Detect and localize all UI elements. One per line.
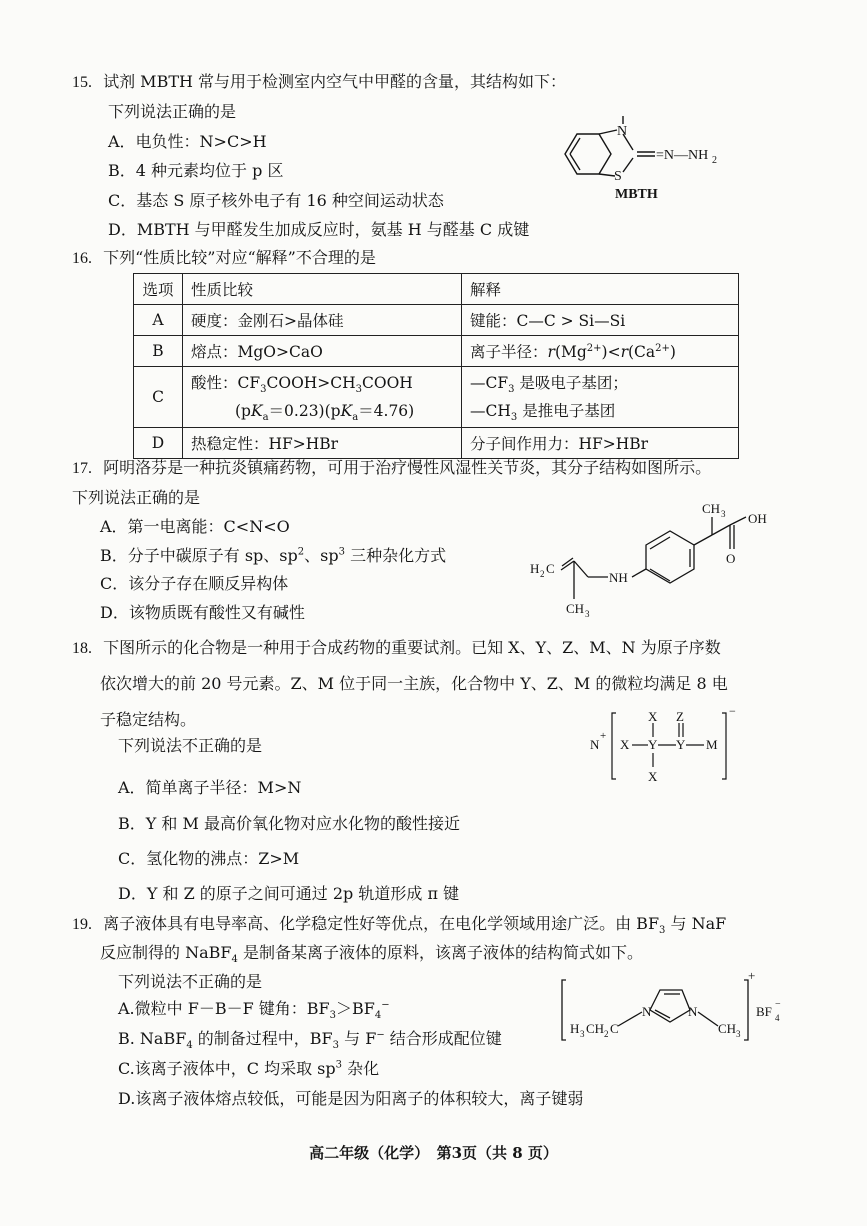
anion-bf-charge: − — [775, 999, 781, 1010]
mbth-sub-2: 2 — [712, 155, 717, 166]
o-label: O — [726, 551, 736, 566]
q18-z-label: Z — [676, 709, 684, 724]
q16-table — [133, 273, 739, 459]
mbth-caption: MBTH — [615, 187, 658, 202]
ionic-liquid-structure — [558, 968, 798, 1052]
ethyl-ch-sub: 2 — [604, 1029, 609, 1039]
q15-stem: 15. 试剂 MBTH 常与用于检测室内空气中甲醛的含量，其结构如下： — [72, 72, 567, 91]
q15-option-b: B．4 种元素均位于 p 区 — [108, 161, 284, 180]
q18-anion-charge: − — [729, 704, 736, 718]
q17-option-b: B．分子中碳原子有 sp、$sp^2$、$sp^3$ 三种杂化方式 — [100, 546, 447, 565]
q18-y-right: Y — [676, 737, 686, 752]
ethyl-h-sub: 3 — [580, 1029, 585, 1039]
q18-stem-line-1: 18. 下图所示的化合物是一种用于合成药物的重要试剂。已知 X、Y、Z、M、N 为原子序数 — [72, 638, 721, 657]
q18-n-charge: + — [600, 730, 607, 742]
q18-x-bottom: X — [648, 769, 658, 784]
q18-option-b: B．Y 和 M 最高价氧化物对应水化物的酸性接近 — [118, 814, 460, 833]
q19-option-a: A.微粒中 F－B－F 键角：$BF_3>BF_4^-$ — [118, 999, 390, 1022]
q15-ask: 下列说法正确的是 — [108, 102, 237, 121]
q17-option-a: A．第一电离能：C<N<O — [100, 517, 290, 536]
ch3-bottom-sub: 3 — [585, 609, 590, 619]
ch3-top-label: CH — [702, 501, 721, 516]
q18-option-c: C．氢化物的沸点：Z>M — [118, 849, 300, 868]
q17-stem: 17. 阿明洛芬是一种抗炎镇痛药物，可用于治疗慢性风湿性关节炎，其分子结构如图所示。 — [72, 458, 712, 477]
ethyl-h-label: H — [570, 1021, 580, 1036]
mbth-structure — [555, 108, 725, 200]
ch3-top-sub: 3 — [721, 509, 726, 519]
table-row: D 热稳定性：HF>HBr 分子间作用力：HF>HBr — [134, 428, 739, 459]
aminoprofen-structure — [528, 497, 788, 625]
q18-option-a: A．简单离子半径：M>N — [118, 778, 302, 797]
ch3-bottom-label: CH — [566, 601, 585, 616]
nh-label: NH — [609, 570, 628, 585]
mbth-hydrazone-label: =N—NH — [656, 148, 709, 163]
q17-option-d: D．该物质既有酸性又有碱性 — [100, 603, 305, 622]
q19-stem-line-2: 反应制得的 NaBF$_4$ 是制备某离子液体的原料，该离子液体的结构简式如下。 — [100, 943, 643, 966]
anion-bf-label: BF — [756, 1004, 772, 1019]
h2c-label: H — [530, 561, 540, 576]
h2c-sub: 2 — [540, 569, 545, 579]
q18-option-d: D．Y 和 Z 的原子之间可通过 2p 轨道形成 π 键 — [118, 884, 460, 903]
q18-structure — [588, 705, 738, 787]
q18-x-top: X — [648, 709, 658, 724]
q18-stem-line-3: 子稳定结构。 — [100, 710, 197, 729]
q19-option-b: B. NaBF$_4$ 的制备过程中，$BF_3$ 与 F− 结合形成配位键 — [118, 1029, 502, 1052]
table-row: A 硬度：金刚石>晶体硅 键能：C—C > Si—Si — [134, 305, 739, 336]
q17-ask: 下列说法正确的是 — [72, 488, 201, 507]
page-footer: 高二年级（化学） 第3页（共 8 页） — [309, 1144, 558, 1162]
q19-option-c: C.该离子液体中，C 均采取 $sp^3$ 杂化 — [118, 1059, 380, 1078]
table-row: B 熔点：MgO>CaO 离子半径：$r(Mg^{2+})<r(Ca^{2+})$ — [134, 336, 739, 367]
mbth-n-label: N — [617, 124, 628, 139]
q19-ask: 下列说法不正确的是 — [118, 972, 263, 991]
q15-option-a: A．电负性：N>C>H — [108, 132, 267, 151]
cation-charge: + — [748, 968, 756, 983]
anion-bf-sub: 4 — [775, 1013, 780, 1023]
q17-option-c: C．该分子存在顺反异构体 — [100, 574, 289, 593]
mbth-s-label: S — [614, 169, 622, 184]
q15-option-d: D．MBTH 与甲醛发生加成反应时，氨基 H 与醛基 C 成键 — [108, 220, 530, 239]
methyl-sub: 3 — [736, 1029, 741, 1039]
header-explanation: 解释 — [462, 274, 739, 305]
q18-x-left: X — [620, 737, 630, 752]
ring-n-right: N — [688, 1004, 698, 1019]
table-row: C 酸性：$CF_3COOH>CH_3COOH$ $(pK_a=0.23)(pK_a=4.76)$ $—CF_3$ 是吸电子基团； $—CH_3$ 是推电子基团 — [134, 367, 739, 428]
q19-option-d: D.该离子液体熔点较低，可能是因为阳离子的体积较大，离子键弱 — [118, 1089, 584, 1108]
q18-stem-line-2: 依次增大的前 20 号元素。Z、M 位于同一主族，化合物中 Y、Z、M 的微粒均满足 8 电 — [100, 674, 728, 693]
q19-stem-line-1: 19. 离子液体具有电导率高、化学稳定性好等优点，在电化学领域用途广泛。由 $BF_3$ 与 NaF — [72, 914, 727, 937]
header-option: 选项 — [134, 274, 183, 305]
q18-m-label: M — [706, 737, 718, 752]
q16-stem: 16. 下列“性质比较”对应“解释”不合理的是 — [72, 248, 376, 267]
header-property: 性质比较 — [183, 274, 462, 305]
h2c-c-label: C — [546, 561, 555, 576]
q18-y-left: Y — [648, 737, 658, 752]
methyl-label: CH — [718, 1021, 737, 1036]
ethyl-ch-label: CH — [586, 1021, 605, 1036]
ethyl-c-label: C — [610, 1021, 619, 1036]
q18-n-label: N — [590, 737, 600, 752]
q18-ask: 下列说法不正确的是 — [118, 736, 263, 755]
ring-n-left: N — [642, 1004, 652, 1019]
table-header-row — [134, 274, 739, 305]
oh-label: OH — [748, 511, 767, 526]
q15-option-c: C．基态 S 原子核外电子有 16 种空间运动状态 — [108, 191, 444, 210]
